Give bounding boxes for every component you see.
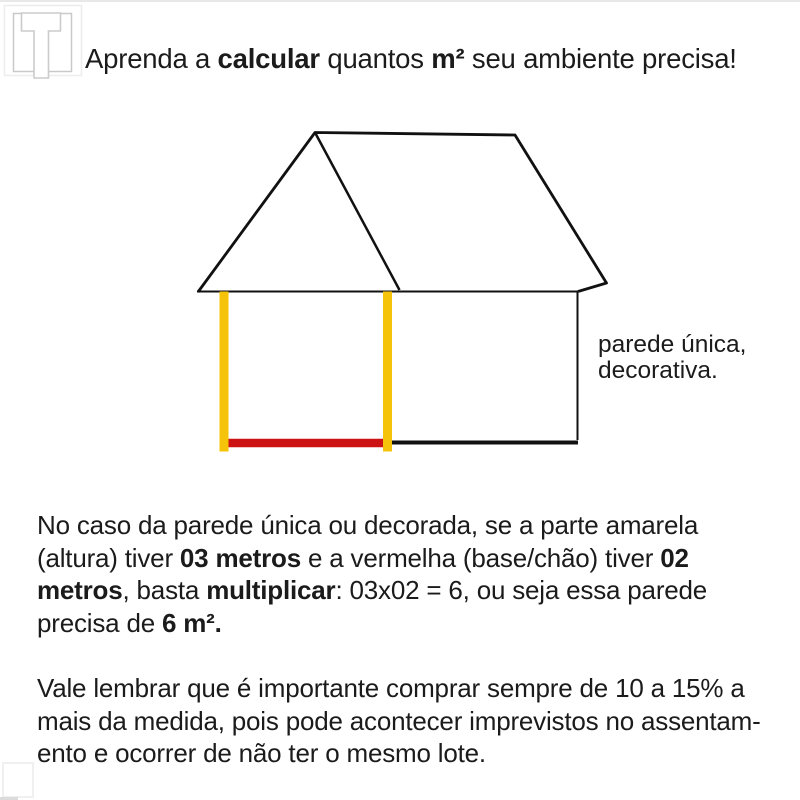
wall-annotation: parede única, decorativa. [598, 331, 747, 384]
page-title: Aprenda a calcular quantos m² seu ambiente precisa! [85, 43, 737, 74]
house-gable-edge [315, 133, 400, 291]
house-roof-outline [198, 133, 607, 293]
calculation-paragraph: No caso da parede única ou decorada, se a parte amarela (altura) tiver 03 metros e a vermelha (base/chão) tiver 02 metros, basta multiplicar: 03x02 = 6, ou seja essa parede precisa de 6 m². [37, 510, 708, 638]
tip-paragraph: Vale lembrar que é importante comprar sempre de 10 a 15% a mais da medida, pois pode acontecer imprevistos no assentam- ento e ocorrer de não ter o mesmo lote. [37, 673, 761, 768]
corner-watermark-frame [2, 762, 34, 798]
